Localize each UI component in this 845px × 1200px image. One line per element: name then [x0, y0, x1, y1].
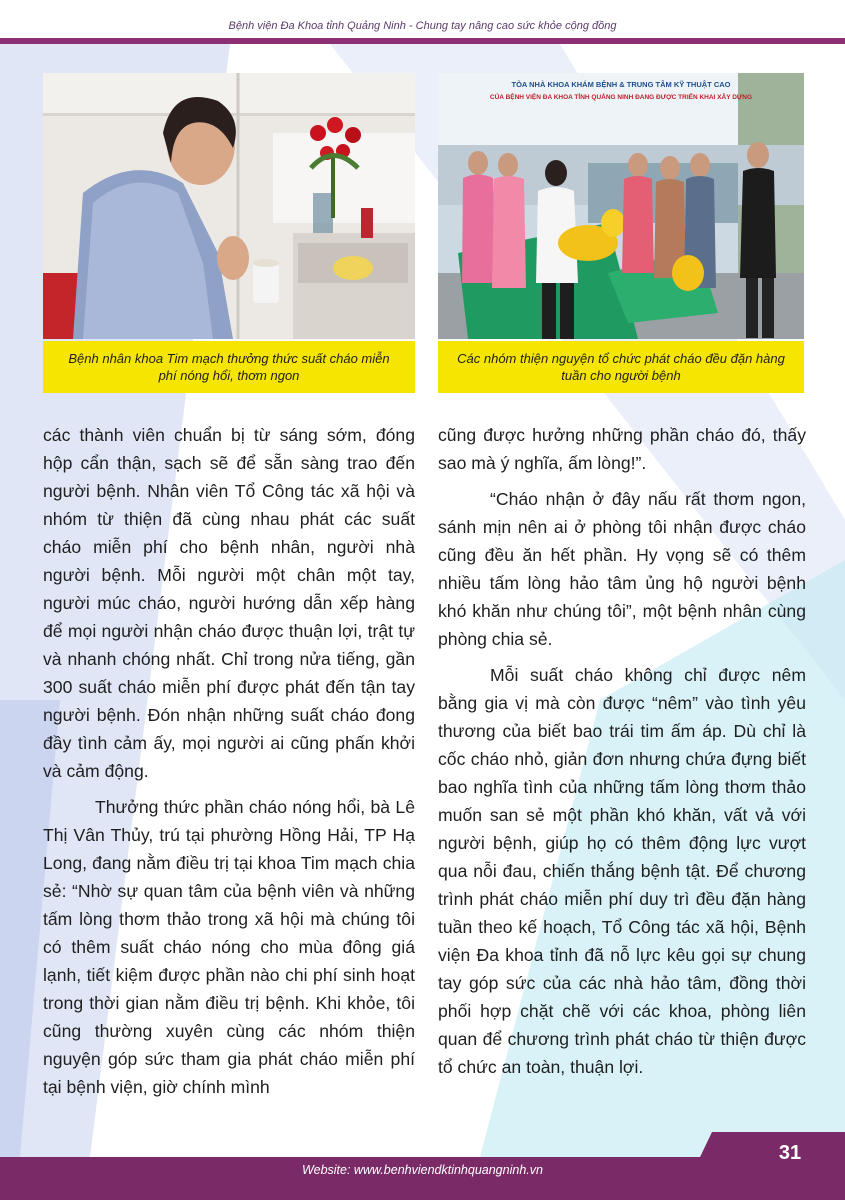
volunteers-photo-illustration [438, 73, 804, 339]
header-rule [0, 38, 845, 44]
paragraph: các thành viên chuẩn bị từ sáng sớm, đóng hộp cẩn thận, sạch sẽ để sẵn sàng trao đến người bệnh. Nhân viên Tổ Công tác xã hội và nhóm từ thiện đã cùng nhau phát các suất cháo miễn phí cho bệnh nhân, người nhà người bệnh. Mỗi người một chân một tay, người múc cháo, người hướng dẫn xếp hàng để mọi người nhận cháo được thuận lợi, trật tự và nhanh chóng nhất. Chỉ trong nửa tiếng, gần 300 suất cháo miễn phí được phát đến tận tay người bệnh. Đón nhận những suất cháo đong đầy tình cảm ấy, mọi người ai cũng phấn khởi và cảm động. [43, 425, 415, 781]
page-number: 31 [778, 1142, 802, 1164]
patient-photo-illustration [43, 73, 415, 339]
caption-patient-photo: Bệnh nhân khoa Tim mạch thưởng thức suất cháo miễn phí nóng hổi, thơm ngon [43, 341, 415, 393]
caption-volunteers-photo: Các nhóm thiện nguyện tổ chức phát cháo đều đặn hàng tuần cho người bệnh [438, 341, 804, 393]
banner-line-1: TÒA NHÀ KHOA KHÁM BỆNH & TRUNG TÂM KỸ THUẬT CAO [511, 80, 731, 89]
banner-line-2: CỦA BỆNH VIỆN ĐA KHOA TỈNH QUẢNG NINH ĐANG ĐƯỢC TRIỂN KHAI XÂY DỰNG [489, 94, 753, 101]
paragraph: Mỗi suất cháo không chỉ được nêm bằng gia vị mà còn được “nêm” vào tình yêu thương của biết bao trái tim ấm áp. Dù chỉ là cốc cháo nhỏ, giản đơn nhưng chứa đựng biết bao nghĩa tình của những tấm lòng thơm thảo muốn san sẻ một phần khó khăn, vất vả với người bệnh, giúp họ có thêm động lực vượt qua nỗi đau, chiến thắng bệnh tật. Để chương trình phát cháo miễn phí duy trì đều đặn hàng tuần theo kế hoạch, Tổ Công tác xã hội, Bệnh viện Đa khoa tỉnh đã nỗ lực kêu gọi sự chung tay góp sức của các nhà hảo tâm, đồng thời phối hợp chặt chẽ với các khoa, phòng liên quan để chương trình phát cháo từ thiện được tổ chức an toàn, thuận lợi. [438, 665, 806, 1077]
running-header: Bệnh viện Đa Khoa tỉnh Quảng Ninh - Chung tay nâng cao sức khỏe cộng đồng [228, 20, 617, 32]
paragraph: cũng được hưởng những phần cháo đó, thấy sao mà ý nghĩa, ấm lòng!”. [438, 425, 806, 473]
paragraph: “Cháo nhận ở đây nấu rất thơm ngon, sánh mịn nên ai ở phòng tôi nhận được cháo cũng đều ăn hết phần. Hy vọng sẽ có thêm nhiều tấm lòng hảo tâm ủng hộ người bệnh khó khăn như chúng tôi”, một bệnh nhân cùng phòng chia sẻ. [438, 489, 806, 649]
photo-volunteers [438, 73, 804, 339]
article-column-left [43, 421, 415, 1109]
footer-website: Website: www.benhviendktinhquangninh.vn [302, 1163, 543, 1177]
article-column-right [438, 421, 806, 1089]
photo-patient-eating [43, 73, 415, 339]
paragraph: Thưởng thức phần cháo nóng hổi, bà Lê Thị Vân Thủy, trú tại phường Hồng Hải, TP Hạ Long, đang nằm điều trị tại khoa Tim mạch chia sẻ: “Nhờ sự quan tâm của bệnh viên và những tấm lòng thơm thảo trong xã hội mà chúng tôi có thêm suất cháo nóng cho mùa đông giá lạnh, tiết kiệm được phần nào chi phí sinh hoạt trong thời gian nằm điều trị bệnh. Khi khỏe, tôi cũng thường xuyên cùng các nhóm thiện nguyện góp sức tham gia phát cháo miễn phí tại bệnh viện, giờ chính mình [43, 797, 415, 1097]
